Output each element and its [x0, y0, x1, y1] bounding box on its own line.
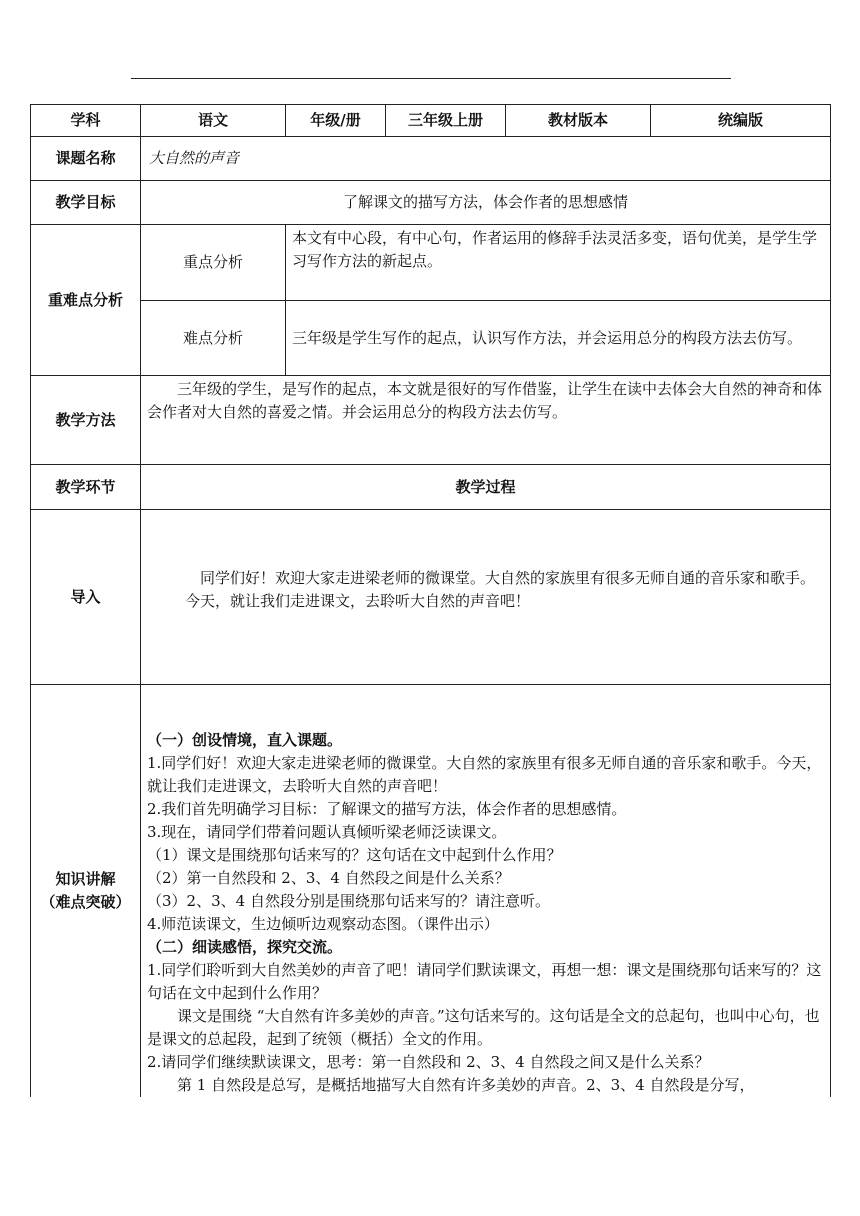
knowledge-row — [31, 685, 831, 1098]
section-heading-2: （二）细读感悟，探究交流。 — [147, 938, 343, 956]
lesson-plan-table — [30, 104, 831, 1097]
key-point-text: 本文有中心段，有中心句，作者运用的修辞手法灵活多变，语句优美，是学生学习写作方法的新起点。 — [286, 225, 831, 301]
grade-value: 三年级上册 — [386, 105, 506, 137]
lesson-title-value: 大自然的声音 — [141, 137, 831, 181]
method-label: 教学方法 — [31, 376, 141, 465]
intro-text: 同学们好！欢迎大家走进梁老师的微课堂。大自然的家族里有很多无师自通的音乐家和歌手。今天，就让我们走进课文，去聆听大自然的声音吧！ — [185, 569, 816, 610]
difficult-point-row — [31, 301, 831, 376]
edition-value: 统编版 — [651, 105, 831, 137]
method-row — [31, 376, 831, 465]
section-heading-1: （一）创设情境，直入课题。 — [147, 731, 343, 749]
intro-cell — [141, 510, 831, 685]
subject-value: 语文 — [141, 105, 286, 137]
knowledge-line: （1）课文是围绕那句话来写的？这句话在文中起到什么作用？ — [147, 846, 562, 864]
objective-text: 了解课文的描写方法，体会作者的思想感情 — [141, 181, 831, 225]
difficult-point-label: 难点分析 — [141, 301, 286, 376]
knowledge-label-line1: 知识讲解 — [55, 870, 116, 888]
header-rule — [131, 78, 731, 79]
process-row — [31, 465, 831, 510]
key-point-label: 重点分析 — [141, 225, 286, 301]
knowledge-line: 4.师范读课文，生边倾听边观察动态图。（课件出示） — [147, 915, 499, 933]
knowledge-line: 2.我们首先明确学习目标：了解课文的描写方法，体会作者的思想感情。 — [147, 800, 627, 818]
objective-row — [31, 181, 831, 225]
header-row — [31, 105, 831, 137]
objective-label: 教学目标 — [31, 181, 141, 225]
process-label: 教学环节 — [31, 465, 141, 510]
knowledge-line: （3）2、3、4 自然段分别是围绕那句话来写的？请注意听。 — [147, 892, 550, 910]
knowledge-line: 3.现在，请同学们带着问题认真倾听梁老师泛读课文。 — [147, 823, 507, 841]
intro-label: 导入 — [31, 510, 141, 685]
knowledge-label — [31, 685, 141, 1098]
knowledge-line: 1.同学们好！欢迎大家走进梁老师的微课堂。大自然的家族里有很多无师自通的音乐家和歌手。今天，就让我们走进课文，去聆听大自然的声音吧！ — [147, 754, 822, 795]
knowledge-line: 1.同学们聆听到大自然美妙的声音了吧！请同学们默读课文，再想一想：课文是围绕那句话来写的？这句话在文中起到什么作用？ — [147, 961, 822, 1002]
key-point-row — [31, 225, 831, 301]
intro-row — [31, 510, 831, 685]
difficult-point-text: 三年级是学生写作的起点，认识写作方法，并会运用总分的构段方法去仿写。 — [286, 301, 831, 376]
knowledge-content — [141, 685, 831, 1098]
process-title: 教学过程 — [141, 465, 831, 510]
knowledge-line: 2.请同学们继续默读课文，思考：第一自然段和 2、3、4 自然段之间又是什么关系？ — [147, 1053, 710, 1071]
lesson-title-label: 课题名称 — [31, 137, 141, 181]
analysis-label: 重难点分析 — [31, 225, 141, 376]
subject-label: 学科 — [31, 105, 141, 137]
edition-label: 教材版本 — [506, 105, 651, 137]
knowledge-label-line2: （难点突破） — [40, 893, 131, 911]
knowledge-answer: 第 1 自然段是总写，是概括地描写大自然有许多美妙的声音。2、3、4 自然段是分写， — [177, 1076, 755, 1094]
knowledge-line: （2）第一自然段和 2、3、4 自然段之间是什么关系？ — [147, 869, 510, 887]
method-text: 三年级的学生，是写作的起点，本文就是很好的写作借鉴，让学生在读中去体会大自然的神奇和体会作者对大自然的喜爱之情。并会运用总分的构段方法去仿写。 — [141, 376, 831, 465]
title-row — [31, 137, 831, 181]
knowledge-answer: 课文是围绕 “大自然有许多美妙的声音。”这句话来写的。这句话是全文的总起句，也叫中心句，也是课文的总起段，起到了统领（概括）全文的作用。 — [147, 1007, 820, 1048]
grade-label: 年级/册 — [286, 105, 386, 137]
